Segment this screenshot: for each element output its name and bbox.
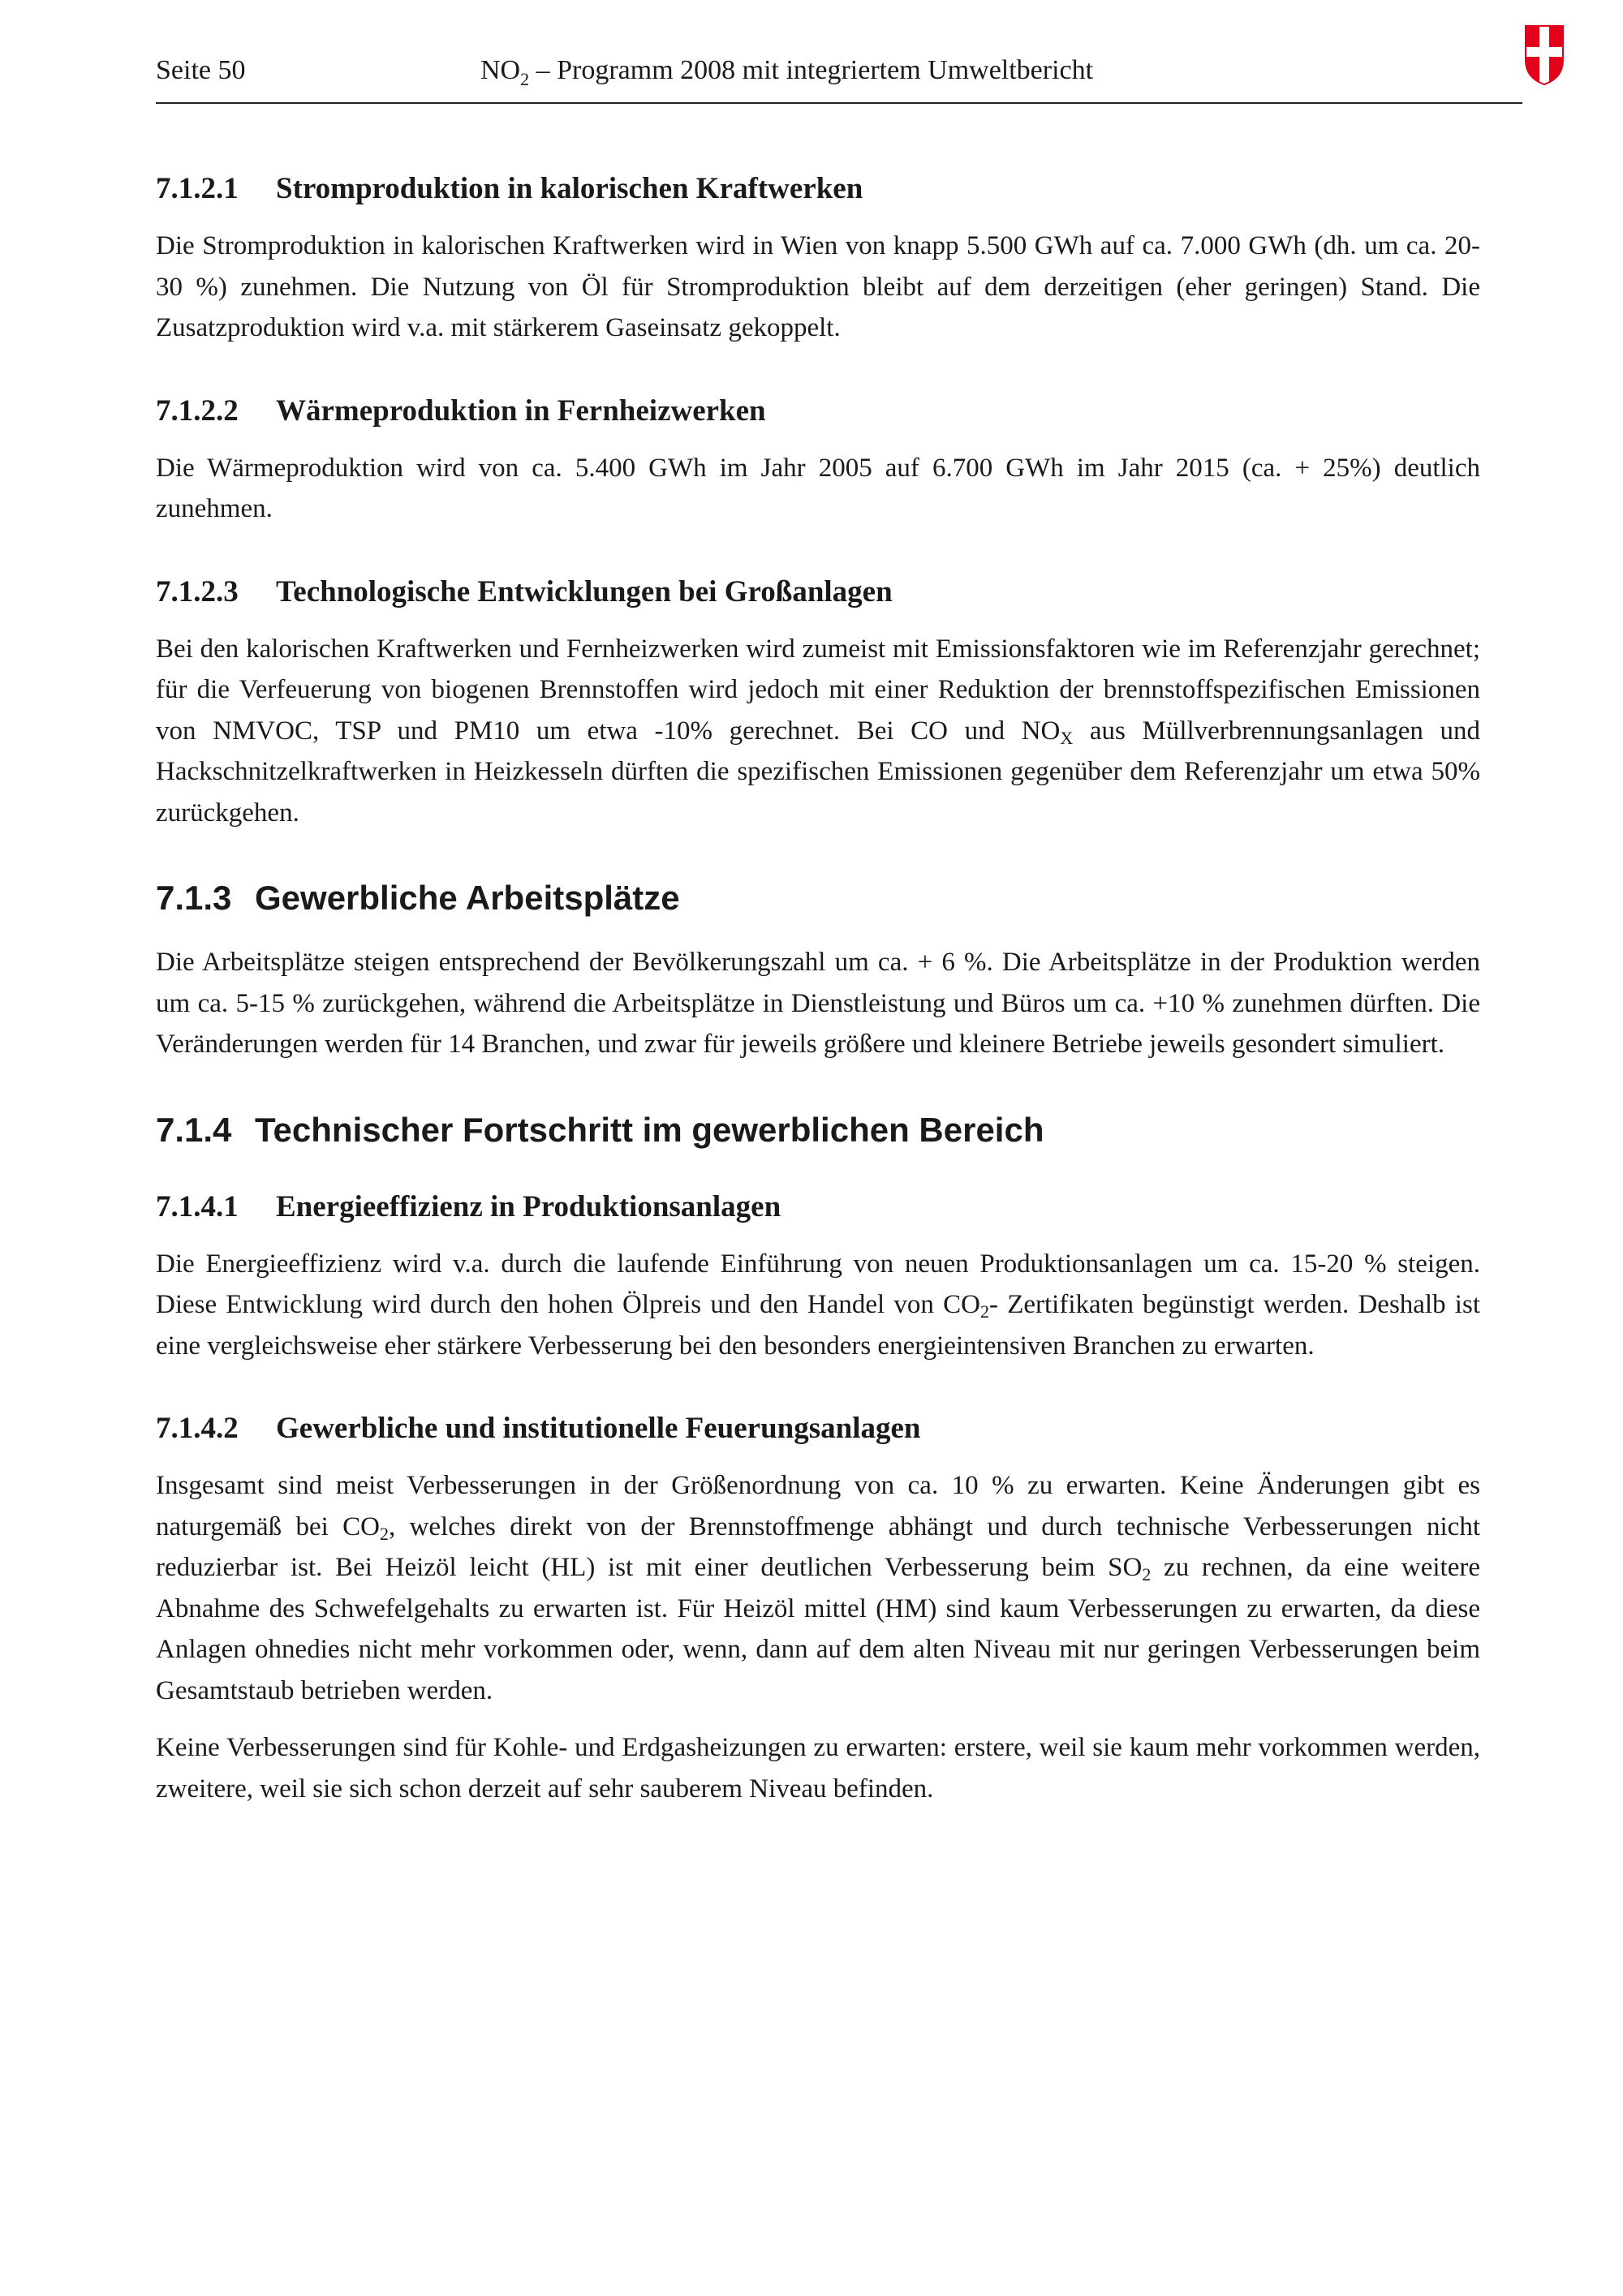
section-heading-7-1-2-2: 7.1.2.2 Wärmeproduktion in Fernheizwerken bbox=[156, 393, 766, 428]
paragraph-energieeffizienz: Die Energieeffizienz wird v.a. durch die laufende Einführung von neuen Produktionsanlagen um ca. 15-20 % steigen. Diese Entwicklung wird durch den hohen Ölpreis und den Handel von $CO_2-$ Zertifikaten begünstigt werden. Deshalb ist eine vergleichsweise eher stärkere Verbesserung bei den besonders energieintensiven Branchen zu erwarten. bbox=[156, 1249, 1480, 1361]
paragraph-arbeitsplaetze: Die Arbeitsplätze steigen entsprechend der Bevölkerungszahl um ca. + 6 %. Die Arbeitsplätze in der Produktion werden um ca. 5-15 % zurückgehen, während die Arbeitsplätze in Dienstleistung und Büros um ca. +10 % zunehmen dürften. Die Veränderungen werden für 14 Branchen, und zwar für jeweils größere und kleinere Betriebe jeweils gesondert simuliert. bbox=[156, 948, 1480, 1059]
paragraph-technologische-entwicklungen: Bei den kalorischen Kraftwerken und Fernheizwerken wird zumeist mit Emissionsfaktoren wie im Referenzjahr gerechnet; für die Verfeuerung von biogenen Brennstoffen wird jedoch mit einer Reduktion der brennstoffspezifischen Emissionen von NMVOC, TSP und PM10 um etwa -10% gerechnet. Bei CO und $NO_X$ aus Müllverbrennungsanlagen und Hackschnitzelkraftwerken in Heizkesseln dürften die spezifischen Emissionen gegenüber dem Referenzjahr um etwa 50% zurückgehen. bbox=[156, 634, 1480, 828]
section-heading-7-1-4-1: 7.1.4.1 Energieeffizienz in Produktionsanlagen bbox=[156, 1189, 781, 1223]
section-heading-7-1-3: 7.1.3 Gewerbliche Arbeitsplätze bbox=[156, 879, 680, 917]
section-heading-7-1-4-2: 7.1.4.2 Gewerbliche und institutionelle Feuerungsanlagen bbox=[156, 1412, 921, 1445]
section-heading-7-1-2-3: 7.1.2.3 Technologische Entwicklungen bei Großanlagen bbox=[156, 574, 893, 608]
paragraph-kohle-erdgas: Keine Verbesserungen sind für Kohle- und Erdgasheizungen zu erwarten: erstere, weil sie kaum mehr vorkommen werden, zweitere, weil sie sich schon derzeit auf sehr sauberem Niveau befinden. bbox=[156, 1733, 1480, 1804]
page-content bbox=[156, 170, 1480, 1853]
paragraph-waermeproduktion: Die Wärmeproduktion wird von ca. 5.400 GWh im Jahr 2005 auf 6.700 GWh im Jahr 2015 (ca. + 25%) deutlich zunehmen. bbox=[156, 453, 1480, 523]
paragraph-feuerungsanlagen: Insgesamt sind meist Verbesserungen in der Größenordnung von ca. 10 % zu erwarten. Keine Änderungen gibt es naturgemäß bei $CO_2$, welches direkt von der Brennstoffmenge abhängt und durch technische Verbesserungen nicht reduzierbar ist. Bei Heizöl leicht (HL) ist mit einer deutlichen Verbesserung beim $SO_2$ zu rechnen, da eine weitere Abnahme des Schwefelgehalts zu erwarten ist. Für Heizöl mittel (HM) sind kaum Verbesserungen zu erwarten, da diese Anlagen ohnedies nicht mehr vorkommen oder, wenn, dann auf dem alten Niveau mit nur geringen Verbesserungen beim Gesamtstaub betrieben werden. bbox=[156, 1471, 1480, 1705]
section-heading-7-1-4: 7.1.4 Technischer Fortschritt im gewerblichen Bereich bbox=[156, 1110, 1044, 1149]
page-number: Seite 50 bbox=[156, 55, 246, 85]
section-heading-7-1-2-1: 7.1.2.1 Stromproduktion in kalorischen Kraftwerken bbox=[156, 172, 863, 205]
paragraph-stromproduktion: Die Stromproduktion in kalorischen Kraftwerken wird in Wien von knapp 5.500 GWh auf ca. 7.000 GWh (dh. um ca. 20-30 %) zunehmen. Die Nutzung von Öl für Stromproduktion bleibt auf dem derzeitigen (eher geringen) Stand. Die Zusatzproduktion wird v.a. mit stärkerem Gaseinsatz gekoppelt. bbox=[156, 231, 1480, 342]
vienna-coat-of-arms-icon bbox=[1524, 24, 1565, 86]
page-header bbox=[156, 55, 1522, 104]
document-title: $NO_2$ – Programm 2008 mit integriertem Umweltbericht bbox=[480, 55, 1094, 89]
